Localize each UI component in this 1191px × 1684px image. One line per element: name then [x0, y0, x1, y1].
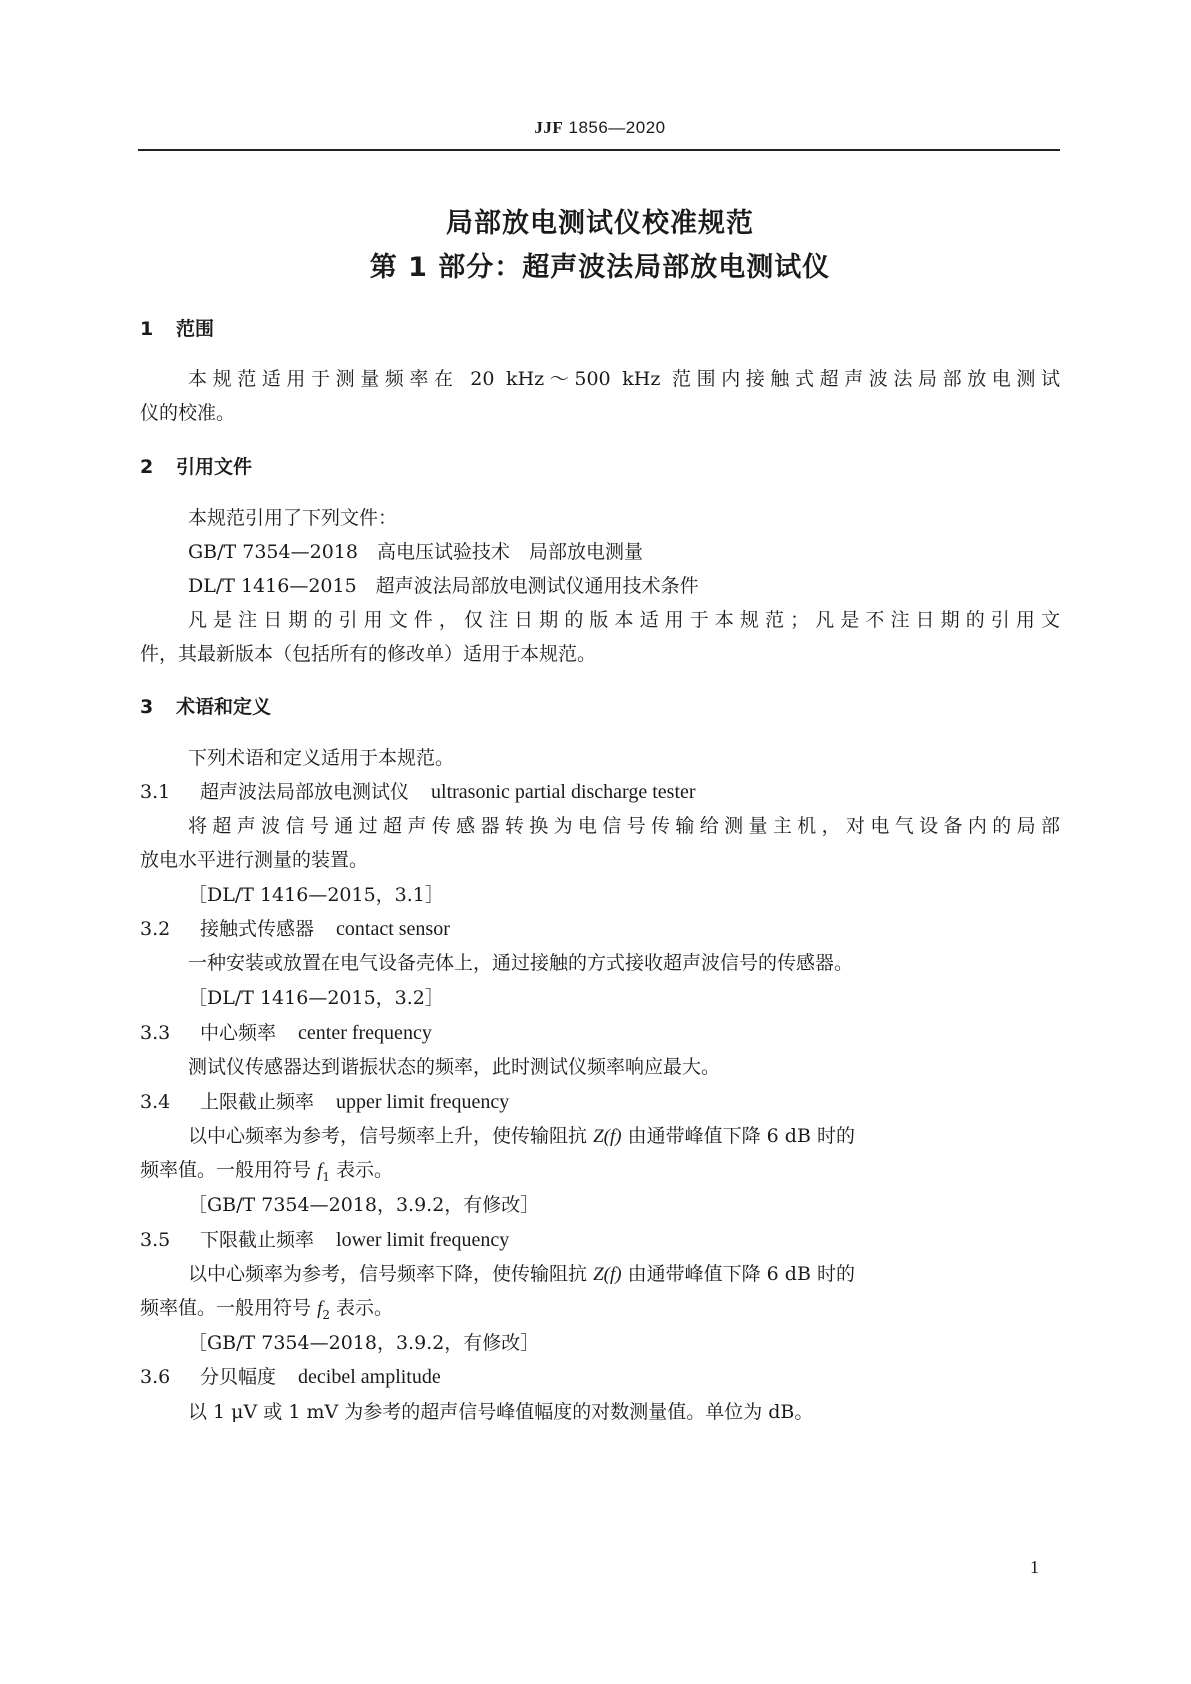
term-3-5-definition-line-2	[140, 1293, 393, 1322]
section-1-para-line-1: 本规范适用于测量频率在 20 kHz～500 kHz 范围内接触式超声波法局部放电测试	[188, 368, 1060, 390]
section-2-heading	[140, 452, 252, 479]
section-3-heading	[140, 692, 271, 719]
header-rule	[138, 149, 1060, 151]
section-2-note-line-2: 件，其最新版本（包括所有的修改单）适用于本规范。	[140, 643, 597, 665]
term-chinese: 分贝幅度	[200, 1366, 277, 1388]
term-3-1-source: ［DL/T 1416—2015，3.1］	[188, 884, 444, 906]
frequency-symbol-subscript: 1	[322, 1169, 330, 1184]
term-3-5-definition-line-1	[188, 1259, 855, 1286]
term-english: lower limit frequency	[336, 1229, 510, 1251]
term-english: center frequency	[298, 1022, 432, 1044]
term-number: 3.3	[140, 1022, 171, 1044]
term-number: 3.1	[140, 781, 171, 803]
definition-text: 以中心频率为参考，信号频率上升，使传输阻抗	[188, 1125, 588, 1147]
title-line-2: 第 1 部分：超声波法局部放电测试仪	[369, 252, 831, 283]
term-english: ultrasonic partial discharge tester	[431, 781, 696, 803]
term-3-6-definition: 以 1 μV 或 1 mV 为参考的超声信号峰值幅度的对数测量值。单位为 dB。	[188, 1401, 814, 1423]
term-3-4-definition-line-1	[188, 1121, 855, 1148]
term-3-6	[140, 1362, 441, 1389]
term-number: 3.5	[140, 1229, 171, 1251]
term-3-3-definition: 测试仪传感器达到谐振状态的频率，此时测试仪频率响应最大。	[188, 1056, 721, 1078]
section-1-heading	[140, 314, 214, 341]
term-3-3	[140, 1018, 432, 1045]
header-prefix: JJF	[534, 118, 564, 137]
section-1-para-line-2: 仪的校准。	[140, 402, 236, 424]
definition-text: 以中心频率为参考，信号频率下降，使传输阻抗	[188, 1263, 588, 1285]
section-number: 3	[140, 696, 154, 718]
frequency-symbol: f	[317, 1298, 323, 1319]
definition-text: 由通带峰值下降 6 dB 时的	[627, 1263, 855, 1285]
term-3-4-definition-line-2	[140, 1155, 393, 1184]
definition-text: 频率值。一般用符号	[140, 1159, 312, 1181]
term-chinese: 超声波法局部放电测试仪	[200, 781, 410, 803]
term-english: contact sensor	[336, 918, 450, 940]
definition-text: 表示。	[336, 1297, 394, 1319]
term-3-5	[140, 1225, 509, 1252]
reference-gbt-7354: GB/T 7354—2018 高电压试验技术 局部放电测量	[188, 541, 643, 563]
term-english: decibel amplitude	[298, 1366, 441, 1388]
term-chinese: 下限截止频率	[200, 1229, 315, 1251]
section-3-intro: 下列术语和定义适用于本规范。	[188, 747, 455, 769]
title-line-1: 局部放电测试仪校准规范	[446, 208, 754, 239]
term-3-1-definition-line-1: 将超声波信号通过超声传感器转换为电信号传输给测量主机，对电气设备内的局部	[188, 815, 1060, 837]
term-chinese: 中心频率	[200, 1022, 277, 1044]
term-chinese: 上限截止频率	[200, 1091, 315, 1113]
section-title: 引用文件	[176, 456, 253, 478]
term-3-5-source: ［GB/T 7354—2018，3.9.2，有修改］	[188, 1332, 540, 1354]
term-3-4-source: ［GB/T 7354—2018，3.9.2，有修改］	[188, 1194, 540, 1216]
document-code-header	[140, 118, 1060, 138]
frequency-symbol-subscript: 2	[322, 1307, 330, 1322]
term-number: 3.2	[140, 918, 171, 940]
term-chinese: 接触式传感器	[200, 918, 315, 940]
header-code: 1856—2020	[568, 118, 666, 137]
term-3-2-definition: 一种安装或放置在电气设备壳体上，通过接触的方式接收超声波信号的传感器。	[188, 952, 854, 974]
term-3-1	[140, 777, 696, 804]
section-number: 2	[140, 456, 154, 478]
section-2-intro: 本规范引用了下列文件：	[188, 507, 398, 529]
page-number: 1	[1030, 1557, 1039, 1577]
reference-dlt-1416: DL/T 1416—2015 超声波法局部放电测试仪通用技术条件	[188, 575, 699, 597]
impedance-symbol: Z(f)	[593, 1126, 622, 1147]
definition-text: 频率值。一般用符号	[140, 1297, 312, 1319]
section-number: 1	[140, 318, 154, 340]
impedance-symbol: Z(f)	[593, 1264, 622, 1285]
term-3-2	[140, 914, 450, 941]
section-2-note-line-1: 凡是注日期的引用文件，仅注日期的版本适用于本规范；凡是不注日期的引用文	[188, 609, 1060, 631]
section-title: 术语和定义	[176, 696, 272, 718]
definition-text: 表示。	[336, 1159, 394, 1181]
section-title: 范围	[176, 318, 215, 340]
term-3-1-definition-line-2: 放电水平进行测量的装置。	[140, 849, 369, 871]
term-number: 3.6	[140, 1366, 171, 1388]
definition-text: 由通带峰值下降 6 dB 时的	[627, 1125, 855, 1147]
frequency-symbol: f	[317, 1160, 323, 1181]
term-3-2-source: ［DL/T 1416—2015，3.2］	[188, 987, 444, 1009]
term-3-4	[140, 1087, 509, 1114]
term-number: 3.4	[140, 1091, 171, 1113]
term-english: upper limit frequency	[336, 1091, 510, 1113]
